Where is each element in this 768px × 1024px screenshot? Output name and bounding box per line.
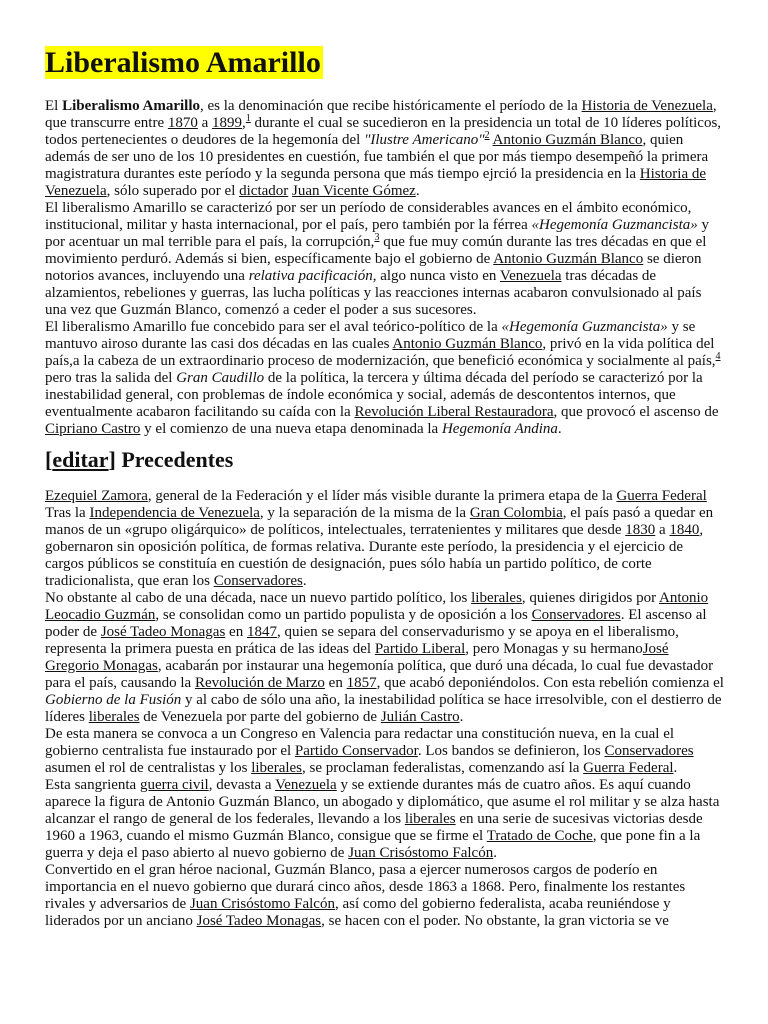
text-run: , que provocó el ascenso de: [553, 404, 719, 420]
paragraph: [45, 777, 725, 862]
paragraph: [45, 862, 725, 930]
text-run: , quien además de ser uno de los 10 presidentes en cuestión, fue también el que por más tiempo desempeñó la primera magistratura durantes este período y la segunda persona que más tiempo ejrció la presidencia en la: [45, 132, 709, 182]
footnote-ref: [485, 130, 490, 141]
wiki-link[interactable]: 1870: [167, 115, 198, 131]
text-run: , sólo superado por el: [106, 183, 240, 199]
text-run: en: [225, 624, 247, 640]
text-run: se dieron notorios avances, incluyendo una: [45, 251, 702, 284]
footnote-link[interactable]: 2: [484, 130, 490, 141]
text-run: Tras la: [45, 505, 90, 521]
wiki-link[interactable]: Antonio Guzmán Blanco: [492, 132, 643, 148]
wiki-link[interactable]: Venezuela: [275, 777, 337, 793]
text-run: de Venezuela por parte del gobierno de: [139, 709, 381, 725]
italic-text: Hegemonía Andina: [441, 421, 558, 437]
italic-text: "Ilustre Americano": [364, 132, 485, 148]
text-run: , así como del gobierno federalista, acaba reuniéndose y liderados por un anciano: [45, 896, 671, 929]
footnote-link[interactable]: 1: [245, 113, 251, 124]
section-title: Precedentes: [121, 447, 234, 472]
text-run: y al cabo de sólo una año, la inestabilidad política se hace irresolvible, con el destierro de líderes: [45, 692, 722, 725]
page-title: [45, 46, 323, 80]
wiki-link[interactable]: guerra civil: [139, 777, 209, 793]
footnote-ref: [716, 351, 721, 362]
italic-text: Gran Caudillo: [176, 370, 265, 386]
wiki-link[interactable]: Gran Colombia: [469, 505, 563, 521]
text-run: asumen el rol de centralistas y los: [45, 760, 252, 776]
wiki-link[interactable]: Antonio Guzmán Blanco: [493, 251, 644, 267]
text-run: , se hacen con el poder. No obstante, la gran victoria se ve: [321, 913, 669, 929]
wiki-link[interactable]: 1899: [212, 115, 243, 131]
wiki-link[interactable]: Conservadores: [213, 573, 303, 589]
wiki-link[interactable]: Guerra Federal: [616, 488, 707, 504]
footnote-link[interactable]: 3: [374, 232, 380, 243]
wiki-link[interactable]: Ezequiel Zamora: [45, 488, 148, 504]
wiki-link[interactable]: Revolución Liberal Restauradora: [354, 404, 554, 420]
wiki-link[interactable]: Conservadores: [531, 607, 621, 623]
text-run: en: [324, 675, 347, 691]
paragraph: [45, 319, 725, 438]
wiki-link[interactable]: liberales: [88, 709, 140, 725]
text-run: .: [459, 709, 464, 725]
text-run: , el país pasó a quedar en manos de un «grupo oligárquico» de políticos, intelectuales, terratenientes y militares que desde: [45, 505, 714, 538]
wiki-link[interactable]: 1847: [246, 624, 277, 640]
text-run: a: [197, 115, 213, 131]
text-run: a: [655, 522, 670, 538]
paragraph: [45, 590, 725, 726]
text-run: .: [302, 573, 307, 589]
italic-text: relativa pacificación: [248, 268, 373, 284]
italic-text: «Hegemonía Guzmancista»: [501, 319, 668, 335]
text-run: .: [673, 760, 678, 776]
text-run: , es la denominación que recibe históricamente el período de la: [200, 98, 582, 114]
wiki-link[interactable]: liberales: [404, 811, 456, 827]
paragraph: [45, 505, 725, 590]
text-run: ,: [242, 115, 246, 131]
wiki-link[interactable]: Historia de Venezuela: [581, 98, 713, 114]
text-run: pero tras la salida del: [45, 370, 177, 386]
text-run: . El ascenso al poder de: [45, 607, 707, 640]
footnote-link[interactable]: 4: [715, 351, 721, 362]
text-run: tras décadas de alzamientos, rebeliones y guerras, las lucha políticas y las reacciones internas acabaron convulsionado al país una vez que Guzmán Blanco, comenzó a ceder el poder a sus sucesores.: [45, 268, 702, 318]
wiki-link[interactable]: liberales: [471, 590, 522, 606]
text-run: en una serie de sucesivas victorias desde 1960 a 1963, cuando el mismo Guzmán Blanco, consigue que se firme el: [45, 811, 703, 844]
text-run: El: [45, 98, 63, 114]
text-run: y por acentuar un mal terrible para el país, la corrupción,: [45, 217, 709, 250]
wiki-link[interactable]: Conservadores: [604, 743, 694, 759]
wiki-link[interactable]: 1830: [625, 522, 656, 538]
precedentes-section: [45, 488, 725, 930]
bold-text: Liberalismo Amarillo: [62, 98, 201, 114]
text-run: , que acabó deponiéndolos. Con esta rebelión comienza el: [376, 675, 724, 691]
text-run: y se mantuvo airoso durante las casi dos décadas en las cuales: [45, 319, 696, 352]
text-run: que fue muy común durante las tres décadas en que el movimiento perduró. Además si bien, específicamente bajo el gobierno de: [45, 234, 707, 267]
text-run: , que pone fin a la guerra y deja el paso abierto al nuevo gobierno de: [45, 828, 701, 861]
text-run: , general de la Federación y el líder más visible durante la primera etapa de la: [147, 488, 617, 504]
wiki-link[interactable]: Revolución de Marzo: [194, 675, 325, 691]
wiki-link[interactable]: José Tadeo Monagas: [196, 913, 322, 929]
wiki-link[interactable]: Guerra Federal: [583, 760, 674, 776]
wiki-link[interactable]: Juan Vicente Gómez: [292, 183, 416, 199]
text-run: , privó en la vida política del país,a la cabeza de un extraordinario proceso de modernización, que benefició económica y socialmente al país,: [45, 336, 716, 369]
text-run: De esta manera se convoca a un Congreso en Valencia para redactar una constitución nueva, en la cual el gobierno centralista fue instaurado por el: [45, 726, 675, 759]
wiki-link[interactable]: Cipriano Castro: [45, 421, 141, 437]
text-run: , se proclaman federalistas, comenzando así la: [302, 760, 584, 776]
wiki-link[interactable]: liberales: [251, 760, 303, 776]
italic-text: «Hegemonía Guzmancista»: [531, 217, 698, 233]
text-run: , se consolidan como un partido populista y de oposición a los: [155, 607, 532, 623]
text-run: , gobernaron sin oposición política, de formas relativa. Durante este período, la presidencia y el ejercicio de cargos públicos se constituía en cuestión de designación, pues sólo había un partido político, de corte tradicionalista, que eran los: [45, 522, 704, 589]
text-run: Esta sangrienta: [45, 777, 140, 793]
text-run: y se extiende durantes más de cuatro años. Es aquí cuando aparece la figura de Antonio Guzmán Blanco, un abogado y diplomático, que asume el rol militar y se alza hasta alcanzar el rango de general de los federales, llevando a los: [45, 777, 720, 827]
text-run: El liberalismo Amarillo se caracterizó por ser un período de considerables avances en el ámbito económico, institucional, militar y hasta internacional, por el país, pero también por la férrea: [45, 200, 692, 233]
wiki-link[interactable]: Partido Conservador: [294, 743, 418, 759]
text-run: . Los bandos se definieron, los: [417, 743, 605, 759]
wiki-link[interactable]: Antonio Leocadio Guzmán: [45, 590, 709, 623]
wiki-link[interactable]: 1857: [346, 675, 377, 691]
wiki-link[interactable]: Juan Crisóstomo Falcón: [348, 845, 494, 861]
text-run: , que transcurre entre: [45, 98, 717, 131]
intro-section: [45, 98, 725, 438]
edit-link[interactable]: editar: [52, 447, 109, 472]
wiki-link[interactable]: José Gregorio Monagas: [45, 641, 669, 674]
paragraph: [45, 726, 725, 777]
paragraph: [45, 488, 725, 505]
wiki-link[interactable]: Historia de Venezuela: [45, 166, 707, 199]
wiki-link[interactable]: Tratado de Coche: [486, 828, 593, 844]
text-run: durante el cual se sucedieron en la presidencia un total de 10 líderes políticos, todos pertenecientes o deudores de la hegemonía del: [45, 115, 722, 148]
text-run: .: [415, 183, 420, 199]
wiki-link[interactable]: Juan Crisóstomo Falcón: [189, 896, 335, 912]
text-run: El liberalismo Amarillo fue concebido para ser el aval teórico-político de la: [45, 319, 502, 335]
wiki-link[interactable]: Independencia de Venezuela: [89, 505, 260, 521]
wiki-link[interactable]: Partido Liberal: [374, 641, 466, 657]
text-run: No obstante al cabo de una década, nace un nuevo partido político, los: [45, 590, 472, 606]
wiki-link[interactable]: 1840: [669, 522, 700, 538]
wiki-link[interactable]: Julián Castro: [380, 709, 460, 725]
text-run: , algo nunca visto en: [372, 268, 500, 284]
text-run: y el comienzo de una nueva etapa denominada la: [140, 421, 442, 437]
text-run: , devasta a: [208, 777, 276, 793]
text-run: , y la separación de la misma de la: [259, 505, 470, 521]
paragraph: [45, 98, 725, 200]
wiki-link[interactable]: dictador: [239, 183, 289, 199]
text-run: , quien se separa del conservadurismo y se apoya en el liberalismo, representa la primera puesta en prática de las ideas del: [45, 624, 679, 657]
italic-text: Gobierno de la Fusión: [45, 692, 182, 708]
text-run: Convertido en el gran héroe nacional, Guzmán Blanco, pasa a ejercer numerosos cargos de poderío en importancia en el nuevo gobierno que durará cinco años, desde 1863 a 1868. Pero, finalmente los restantes rivales y adversarios de: [45, 862, 686, 912]
text-run: , quienes dirigidos por: [521, 590, 659, 606]
text-run: de la política, la tercera y última década del período se caracterizó por la inestabilidad general, con problemas de índole económica y social, además de descontentos internos, que eventualmente acabaron facilitando su caída con la: [45, 370, 703, 420]
wiki-link[interactable]: José Tadeo Monagas: [100, 624, 226, 640]
text-run: , pero Monagas y su hermano: [465, 641, 643, 657]
section-heading-precedentes: [editar] Precedentes: [45, 447, 234, 472]
text-run: , acabarán por instaurar una hegemonía política, que duró una década, lo cual fue devastador para el país, causando la: [45, 658, 714, 691]
wiki-link[interactable]: Antonio Guzmán Blanco: [392, 336, 543, 352]
wiki-link[interactable]: Venezuela: [499, 268, 562, 284]
paragraph: [45, 200, 725, 319]
text-run: .: [493, 845, 497, 861]
highlighted-title: Liberalismo Amarillo: [45, 46, 321, 79]
text-run: .: [557, 421, 562, 437]
